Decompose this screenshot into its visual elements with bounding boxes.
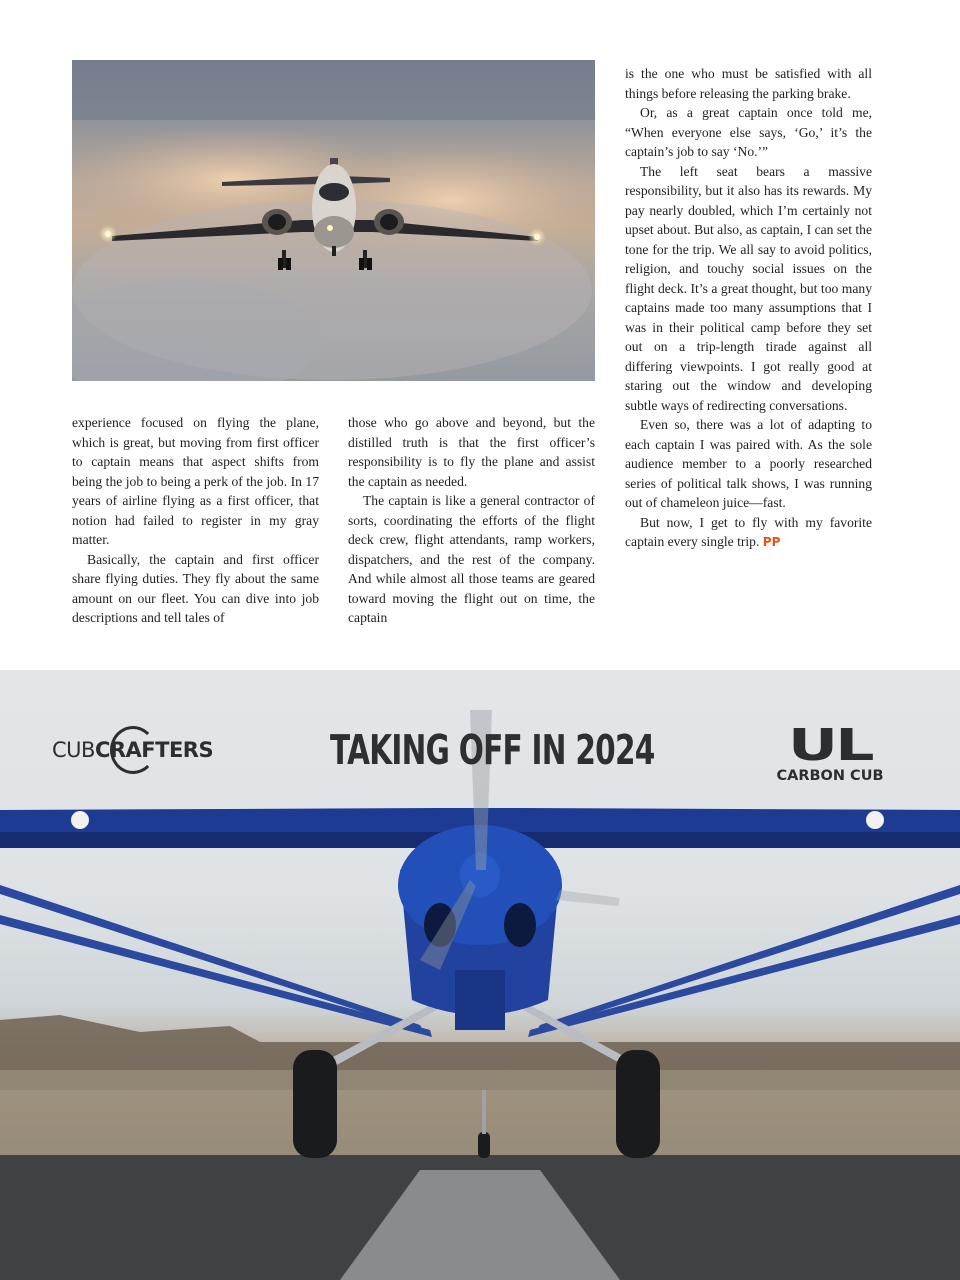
paragraph: experience focused on flying the plane, which is great, but moving from first officer to captain means that aspect shifts from being the job to being a perk of the job. In 17 years of airline flying as a first officer, that notion had failed to register in my gray matter. [72,415,319,547]
airliner-photo [72,60,595,381]
paragraph: Or, as a great captain once told me, “When everyone else says, ‘Go,’ it’s the captain’s job to say ‘No.’” [625,105,872,159]
paragraph: The captain is like a general contractor of sorts, coordinating the efforts of the flight deck crew, flight attendants, ramp workers, dispatchers, and the rest of the company. And while almost all those teams are geared toward moving the flight out on time, the captain [348,493,595,625]
paragraph: is the one who must be satisfied with all things before releasing the parking brake. [625,66,872,101]
ul-mark: UL [788,720,872,771]
carbon-cub-logo [752,720,908,784]
end-mark: PP [762,535,781,549]
paragraph: The left seat bears a massive responsibility, but it also has its rewards. My pay nearly doubled, which I’m certainly not upset about. But also, as captain, I can set the tone for the trip. We all say to avoid politics, religion, and touchy social issues on the flight deck. It’s a great thought, but too many captains made too many assumptions that I was in their political camp before they set out on a trip-length tirade against all differing viewpoints. I got really good at staring out the window and developing subtle ways of redirecting conversations. [625,163,872,413]
article-column-1 [72,413,319,628]
paragraph: those who go above and beyond, but the distilled truth is that the first officer’s responsibility is to fly the plane and assist the captain as needed. [348,415,595,489]
cubcrafters-logo-bold: CRAFTERS [94,738,214,762]
paragraph-final [625,513,872,553]
article-column-2 [348,413,595,628]
paragraph-final-text: But now, I get to fly with my favorite captain every single trip. [625,514,872,549]
swoosh-icon [110,726,156,774]
carbon-cub-label: CARBON CUB [776,768,884,784]
cubcrafters-advertisement [0,670,960,1280]
ad-headline: TAKING OFF IN 2024 [330,726,655,774]
paragraph: Even so, there was a lot of adapting to each captain I was paired with. As the sole audience member to a poorly researched series of political talk shows, I was running out of chameleon juice—fast. [625,417,872,510]
article-column-3 [625,64,872,553]
airliner-illustration [72,60,595,381]
paragraph: Basically, the captain and first officer share flying duties. They fly about the same amount on our fleet. You can dive into job descriptions and tell tales of [72,551,319,625]
cubcrafters-logo [52,738,213,762]
cubcrafters-logo-light: CUB [52,738,95,762]
